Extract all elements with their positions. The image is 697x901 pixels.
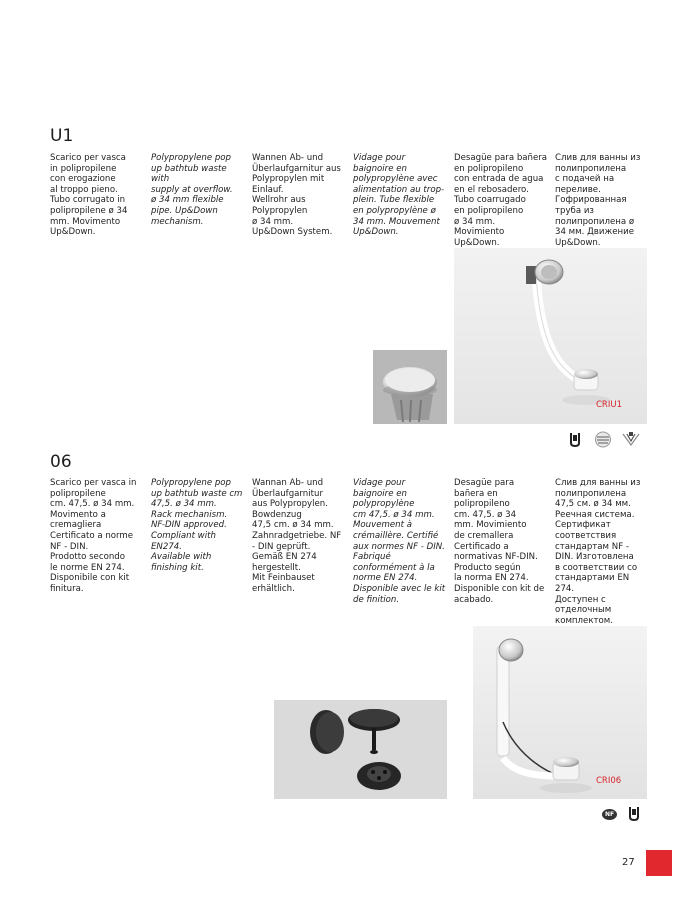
section-title-06: 06 xyxy=(50,452,72,472)
section-title-u1: U1 xyxy=(50,126,74,146)
description-italian: Scarico per vasca in polipropilene con erogazione al troppo pieno. Tubo corrugato in polipropilene ø 34 mm. Movimento Up&Down. xyxy=(50,153,128,238)
description-spanish: Desagüe para bañera en polipropileno con entrada de agua en el rebosadero. Tubo coarrugado en polipropileno ø 34 mm. Movimiento Up&Down. xyxy=(454,153,548,248)
description-french: Vidage pour baignoire en polypropylène cm 47,5. ø 34 mm. Mouvement à crémaillère. Certifié aux normes NF - DIN. Fabriqué conformément à la norme EN 274. Disponible avec le kit de finition. xyxy=(353,478,446,605)
product-code-06: CRI06 xyxy=(596,776,622,786)
nf-certified-symbol-icon: NF xyxy=(602,809,617,820)
description-english: Polypropylene pop up bathtub waste with supply at overflow. ø 34 mm flexible pipe. Up&Down mechanism. xyxy=(151,153,233,227)
description-french: Vidage pour baignoire en polypropylène avec alimentation au trop- plein. Tube flexible en polypropylène ø 34 mm. Mouvement Up&Down. xyxy=(353,153,445,238)
brand-accent-square xyxy=(646,850,672,876)
supply-overflow-symbol-icon xyxy=(621,431,641,452)
description-russian: Слив для ванны из полипропилена с подачей на переливе. Гофрированная труба из полипропилена ø 34 мм. Движение Up&Down. xyxy=(555,153,641,248)
product-photo-plug-u1 xyxy=(373,350,447,424)
page-number: 27 xyxy=(622,857,635,868)
description-russian: Слив для ванны из полипропилена 47,5 см. ø 34 мм. Реечная система. Сертификат соответствия стандартам NF - DIN. Изготовлена в соответствии со стандартами EN 274. Доступен с отделочным комплектом. xyxy=(555,478,641,626)
product-code-u1: CRIU1 xyxy=(596,400,622,410)
product-photo-waste-06 xyxy=(473,626,647,799)
description-german: Wannen Ab- und Überlaufgarnitur aus Polypropylen mit Einlauf. Wellrohr aus Polypropylen ø 34 mm. Up&Down System. xyxy=(252,153,341,238)
description-spanish: Desagüe para bañera en polipropileno cm. 47,5. ø 34 mm. Movimiento de cremallera Certificado a normativas NF-DIN. Producto según la norma EN 274. Disponible con kit de acabado. xyxy=(454,478,545,605)
up-down-symbol-icon xyxy=(627,806,641,826)
description-italian: Scarico per vasca in polipropilene cm. 47,5. ø 34 mm. Movimento a cremagliera Certificato a norme NF - DIN. Prodotto secondo le norme EN 274. Disponibile con kit finitura. xyxy=(50,478,137,594)
up-down-symbol-icon xyxy=(568,432,582,452)
flexible-pipe-symbol-icon xyxy=(594,431,612,452)
product-photo-waste-u1 xyxy=(454,248,647,424)
product-photo-finishing-kit-06 xyxy=(274,700,447,799)
description-german: Wannan Ab- und Überlaufgarnitur aus Polypropylen. Bowdenzug 47,5 cm. ø 34 mm. Zahnradgetriebe. NF - DIN geprüft. Gemäß EN 274 hergestellt. Mit Feinbauset erhältlich. xyxy=(252,478,342,594)
description-english: Polypropylene pop up bathtub waste cm 47,5. ø 34 mm. Rack mechanism. NF-DIN approved. Compliant with EN274. Available with finishing kit. xyxy=(151,478,243,573)
